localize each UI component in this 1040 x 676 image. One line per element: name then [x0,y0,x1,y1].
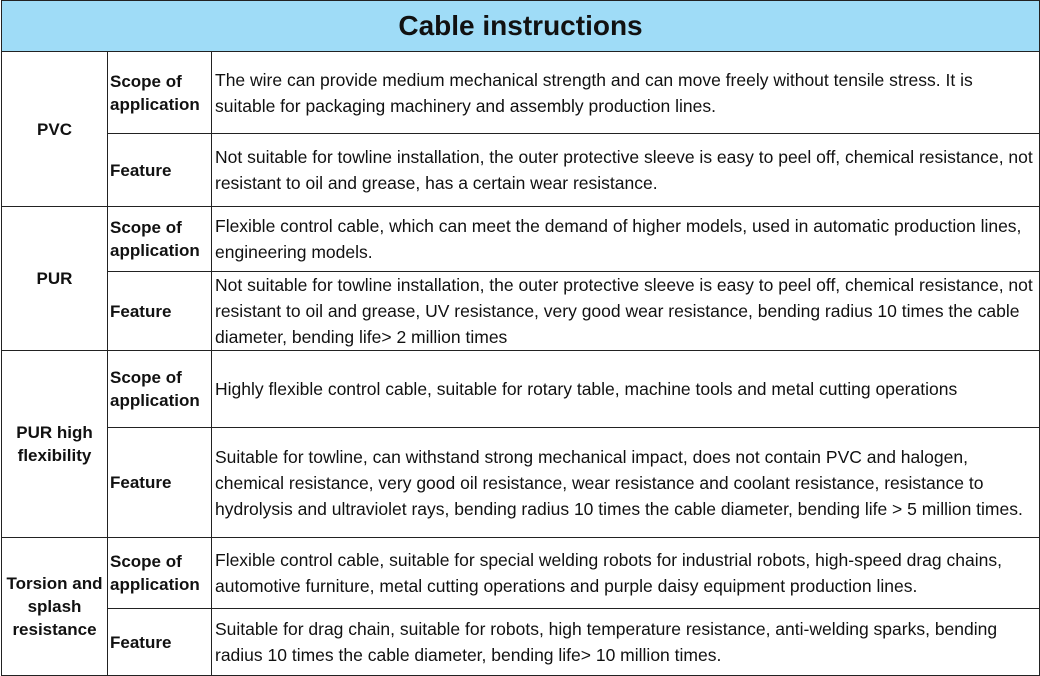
scope-description: Flexible control cable, suitable for special welding robots for industrial robots, high-speed drag chains, automotive furniture, metal cutting operations and purple daisy equipment production lines. [212,538,1040,609]
scope-label: Scope of application [108,207,212,272]
scope-description: Flexible control cable, which can meet the demand of higher models, used in automatic production lines, engineering models. [212,207,1040,272]
feature-description: Not suitable for towline installation, the outer protective sleeve is easy to peel off, chemical resistance, not resistant to oil and grease, has a certain wear resistance. [212,134,1040,207]
table-title: Cable instructions [2,1,1040,52]
cable-type-torsion-splash: Torsion and splash resistance [2,538,108,676]
feature-label: Feature [108,134,212,207]
table-row [2,134,1040,207]
scope-label: Scope of application [108,538,212,609]
scope-description: The wire can provide medium mechanical strength and can move freely without tensile stress. It is suitable for packaging machinery and assembly production lines. [212,52,1040,134]
feature-description: Suitable for drag chain, suitable for robots, high temperature resistance, anti-welding sparks, bending radius 10 times the cable diameter, bending life> 10 million times. [212,609,1040,676]
feature-description: Suitable for towline, can withstand strong mechanical impact, does not contain PVC and halogen, chemical resistance, very good oil resistance, wear resistance and coolant resistance, resistance to hydrolysis and ultraviolet rays, bending radius 10 times the cable diameter, bending life > 5 million times. [212,428,1040,538]
cable-type-pvc: PVC [2,52,108,207]
feature-label: Feature [108,609,212,676]
feature-description: Not suitable for towline installation, the outer protective sleeve is easy to peel off, chemical resistance, not resistant to oil and grease, UV resistance, very good wear resistance, bending radius 10 times the cable diameter, bending life> 2 million times [212,272,1040,351]
table-row [2,272,1040,351]
feature-label: Feature [108,428,212,538]
cable-instructions-table [1,0,1040,676]
scope-description: Highly flexible control cable, suitable for rotary table, machine tools and metal cutting operations [212,351,1040,428]
table-row [2,207,1040,272]
scope-label: Scope of application [108,351,212,428]
table-row [2,428,1040,538]
table-row [2,538,1040,609]
title-row [2,1,1040,52]
table-row [2,609,1040,676]
cable-type-pur-high-flexibility: PUR high flexibility [2,351,108,538]
table-row [2,52,1040,134]
table-row [2,351,1040,428]
scope-label: Scope of application [108,52,212,134]
feature-label: Feature [108,272,212,351]
cable-type-pur: PUR [2,207,108,351]
